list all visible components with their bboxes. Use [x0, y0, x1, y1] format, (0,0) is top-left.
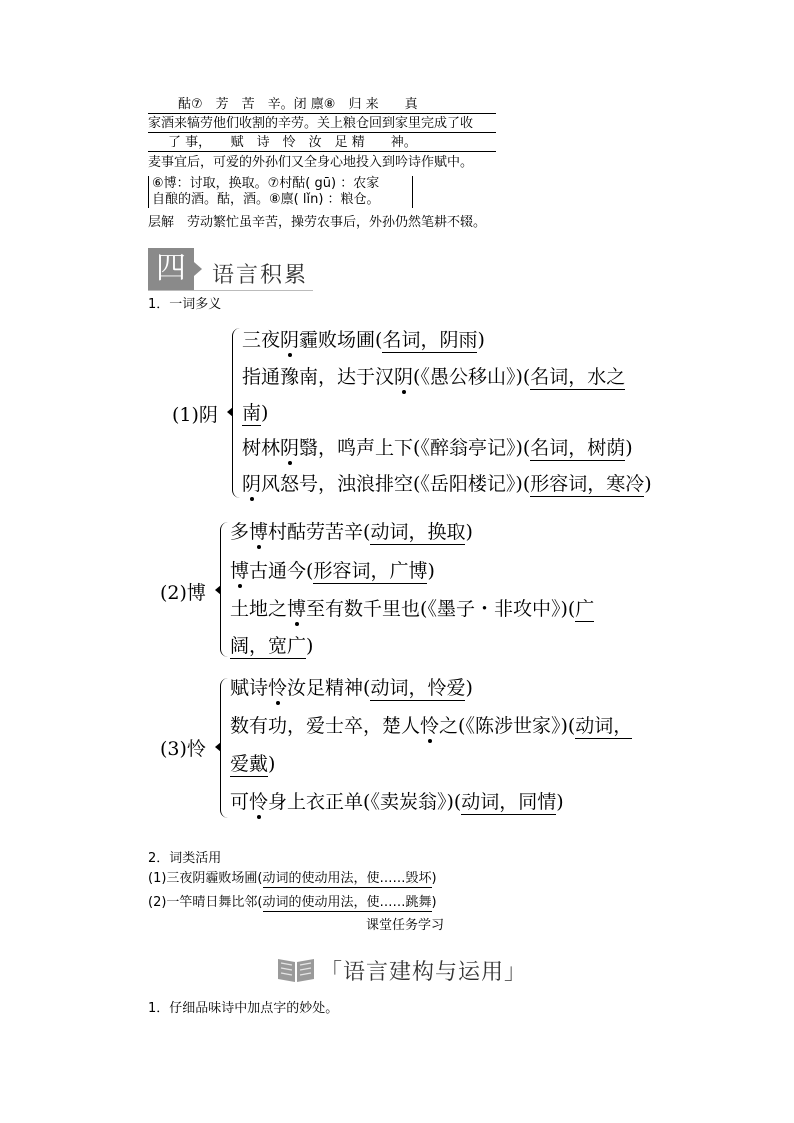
brace-tip-bo [215, 585, 221, 595]
section-number-box: 四 [148, 248, 194, 290]
poem-row-2: 家酒来犒劳他们收割的辛劳。关上粮仓回到家里完成了收 [148, 116, 496, 133]
entry-label-bo: (2)博 [160, 582, 206, 604]
book-title: 「语言建构与运用」 [320, 960, 528, 985]
brace-lian [220, 678, 229, 818]
lian-line-2: 数有功，爱士卒，楚人怜之(《陈涉世家》)(动词， [230, 715, 633, 737]
yin-line-5: 阴风怒号，浊浪排空(《岳阳楼记》)(形容词，寒冷) [242, 473, 652, 495]
bo-line-2: 博古通今(形容词，广博) [230, 560, 435, 582]
book-icon [276, 954, 316, 984]
brace-bo [220, 522, 229, 657]
brace-tip-lian [215, 742, 221, 752]
lian-line-4: 可怜身上衣正单(《卖炭翁》)(动词，同情) [230, 791, 564, 813]
part2-item-1: (1)三夜阴霾败场圃(动词的使动用法，使……毁坏) [148, 871, 437, 886]
bo-line-1: 多博村酤劳苦辛(动词，换取) [230, 521, 473, 543]
classroom-heading: 课堂任务学习 [366, 918, 445, 933]
yin-line-1: 三夜阴霾败场圃(名词，阴雨) [242, 329, 485, 351]
section-underline [148, 290, 313, 291]
gloss-line-2: 自酿的酒。酤，酒。⑧廪( lǐn) ：粮仓。 [152, 192, 380, 207]
gloss-line-1: ⑥博：讨取，换取。⑦村酤( gū) ：农家 [152, 176, 380, 191]
analysis-line: 层解 劳动繁忙虽辛苦，操劳农事后，外孙仍然笔耕不辍。 [148, 215, 487, 230]
yin-line-4: 树林阴翳，鸣声上下(《醉翁亭记》)(名词，树荫) [242, 437, 633, 459]
brace-tip-yin [227, 407, 233, 417]
yin-line-2: 指通豫南，达于汉阴(《愚公移山》)(名词，水之 [242, 366, 626, 388]
bo-line-3: 土地之博至有数千里也(《墨子・非攻中》)(广 [230, 598, 595, 620]
poem-row-3: 了 事， 赋 诗 怜 汝 足 精 神。 [148, 135, 496, 152]
part1-title: 1．一词多义 [148, 297, 222, 312]
entry-label-yin: (1)阴 [172, 404, 218, 426]
gloss-note [148, 176, 413, 208]
question-1: 1．仔细品味诗中加点字的妙处。 [148, 1001, 339, 1016]
poem-row-4: 麦事宜后，可爱的外孙们又全身心地投入到吟诗作赋中。 [148, 155, 474, 170]
part2-title: 2．词类活用 [148, 851, 222, 866]
section-arrow-icon [194, 262, 202, 276]
brace-yin [232, 328, 241, 498]
section-title: 语言积累 [212, 263, 309, 288]
yin-line-3: 南) [242, 402, 269, 424]
entry-label-lian: (3)怜 [160, 738, 206, 760]
bo-line-4: 阔，宽广) [230, 635, 314, 657]
part2-item-2: (2)一竿晴日舞比邻(动词的使动用法，使……跳舞) [148, 895, 437, 910]
lian-line-1: 赋诗怜汝足精神(动词，怜爱) [230, 677, 473, 699]
lian-line-3: 爱戴) [230, 753, 276, 775]
poem-row-1: 酤⑦ 芳 苦 辛。闭 廪⑧ 归 来 真 [148, 97, 496, 114]
